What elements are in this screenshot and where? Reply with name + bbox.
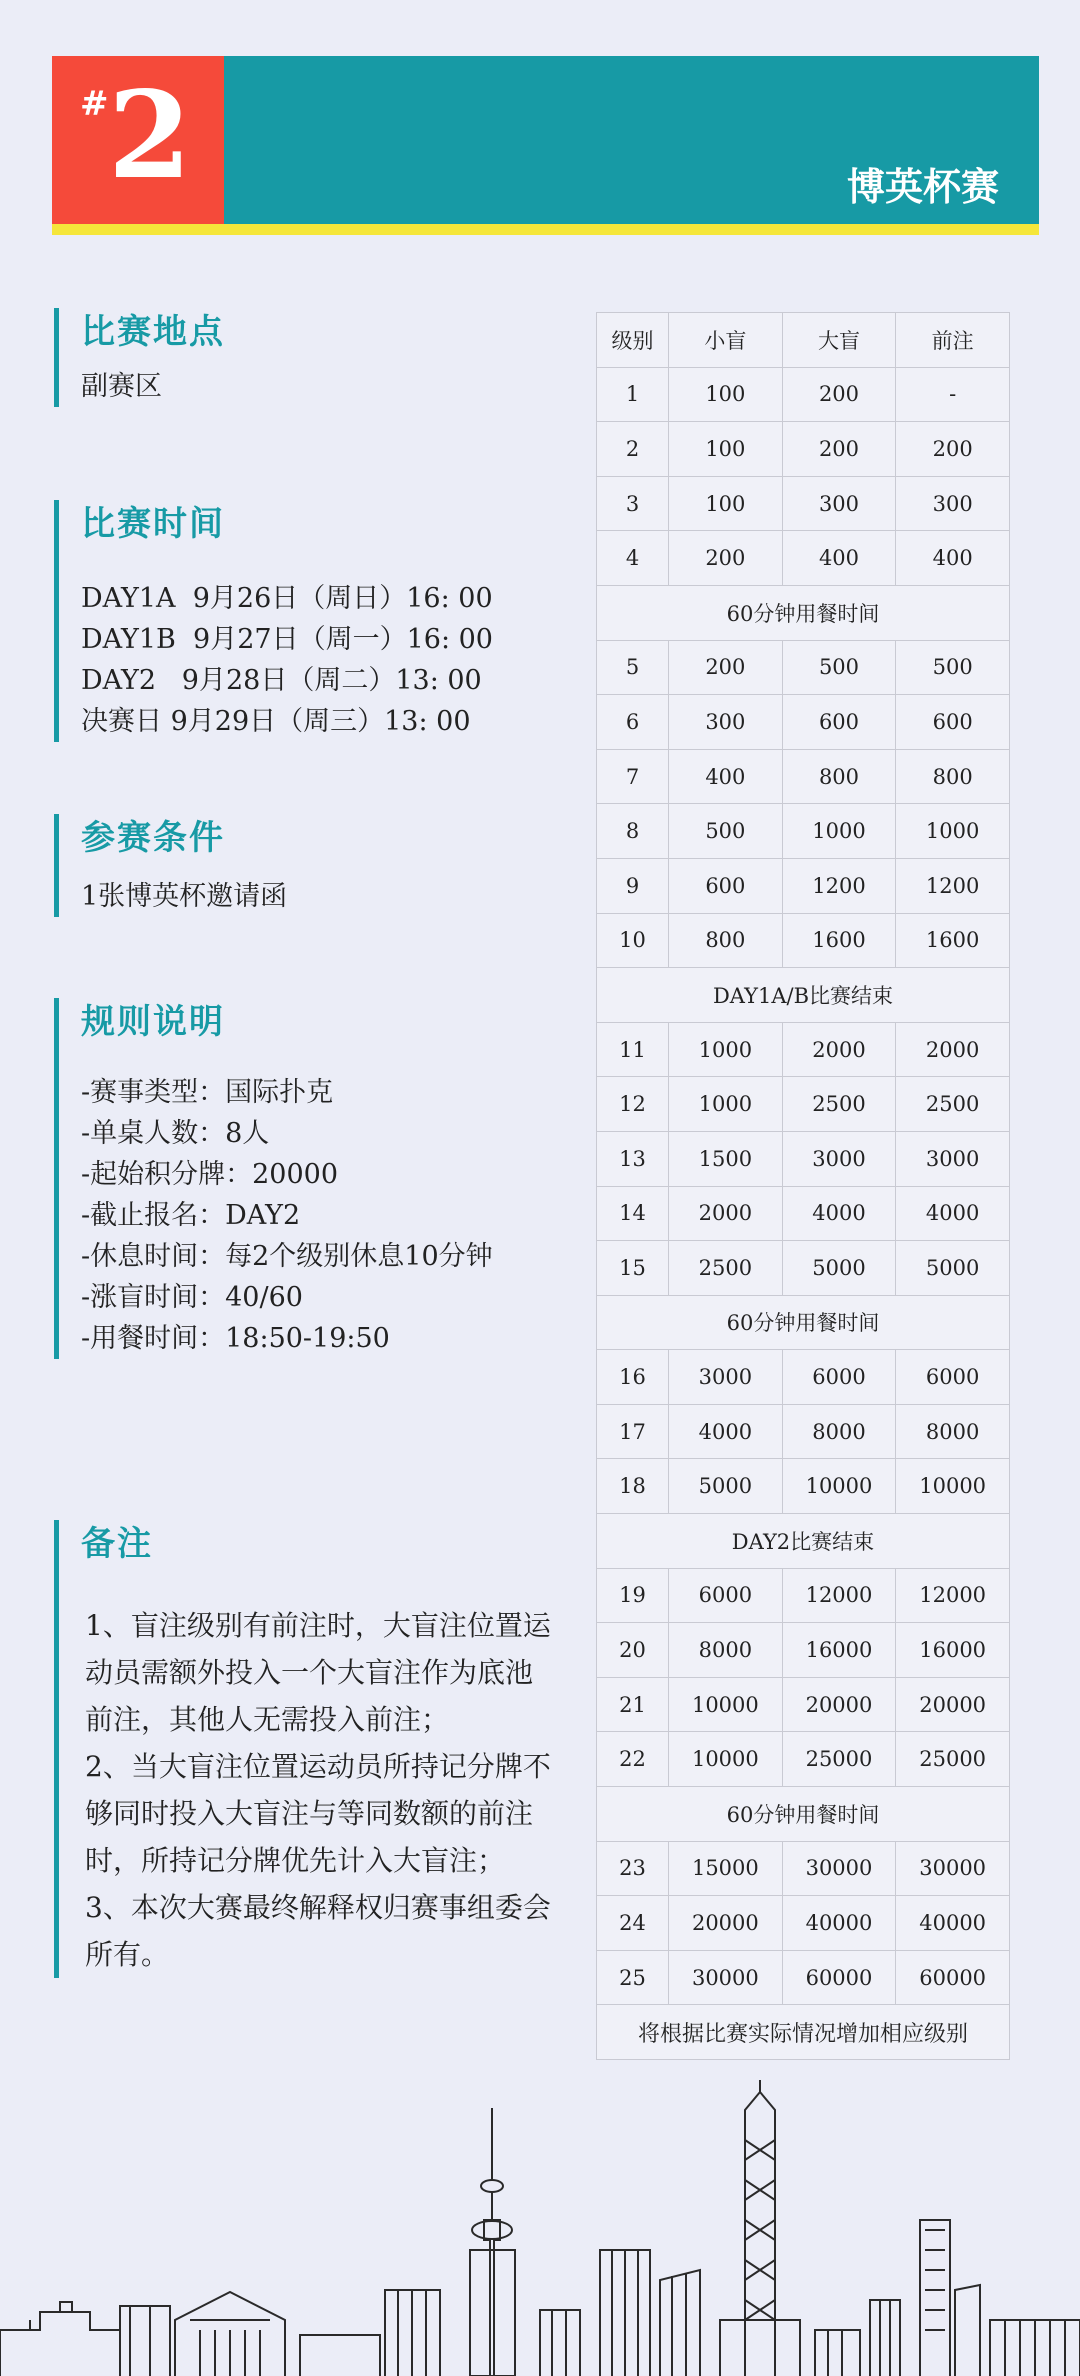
level-cell: 14 <box>597 1186 669 1241</box>
header-small-blind: 小盲 <box>669 313 783 368</box>
notes-list <box>81 1602 551 1978</box>
ante-cell: 16000 <box>896 1623 1010 1678</box>
level-cell: 10 <box>597 913 669 968</box>
small-blind-cell: 1500 <box>669 1131 783 1186</box>
big-blind-cell: 16000 <box>782 1623 896 1678</box>
table-row <box>597 531 1010 586</box>
ante-cell: 200 <box>896 422 1010 477</box>
big-blind-cell: 20000 <box>782 1677 896 1732</box>
ante-cell: 12000 <box>896 1568 1010 1623</box>
notes-title: 备注 <box>81 1524 153 1564</box>
level-cell: 13 <box>597 1131 669 1186</box>
header-ante: 前注 <box>896 313 1010 368</box>
ante-cell: 400 <box>896 531 1010 586</box>
small-blind-cell: 4000 <box>669 1404 783 1459</box>
ante-cell: 4000 <box>896 1186 1010 1241</box>
big-blind-cell: 8000 <box>782 1404 896 1459</box>
big-blind-cell: 1200 <box>782 858 896 913</box>
table-break-row <box>597 1787 1010 1842</box>
level-cell: 22 <box>597 1732 669 1787</box>
big-blind-cell: 800 <box>782 749 896 804</box>
ante-cell: 1600 <box>896 913 1010 968</box>
level-cell: 21 <box>597 1677 669 1732</box>
notes-section <box>54 1520 574 1978</box>
big-blind-cell: 40000 <box>782 1896 896 1951</box>
table-row <box>597 1459 1010 1514</box>
rule-line: -单桌人数：8人 <box>81 1118 270 1149</box>
small-blind-cell: 6000 <box>669 1568 783 1623</box>
small-blind-cell: 3000 <box>669 1350 783 1405</box>
big-blind-cell: 4000 <box>782 1186 896 1241</box>
ante-cell: 10000 <box>896 1459 1010 1514</box>
schedule-line: DAY2 9月28日（周二）13: 00 <box>81 665 482 696</box>
rule-line: -赛事类型：国际扑克 <box>81 1077 334 1108</box>
small-blind-cell: 2500 <box>669 1241 783 1296</box>
table-row <box>597 476 1010 531</box>
note-line: 1、盲注级别有前注时，大盲注位置运动员需额外投入一个大盲注作为底池前注，其他人无需投入前注； <box>85 1609 551 1736</box>
small-blind-cell: 5000 <box>669 1459 783 1514</box>
table-row <box>597 749 1010 804</box>
table-row <box>597 1950 1010 2005</box>
header-level: 级别 <box>597 313 669 368</box>
schedule-line: DAY1A 9月26日（周日）16: 00 <box>81 583 493 614</box>
big-blind-cell: 1600 <box>782 913 896 968</box>
level-cell: 15 <box>597 1241 669 1296</box>
big-blind-cell: 6000 <box>782 1350 896 1405</box>
venue-section <box>54 308 574 407</box>
table-break-row <box>597 1514 1010 1569</box>
level-cell: 24 <box>597 1896 669 1951</box>
level-cell: 7 <box>597 749 669 804</box>
table-row <box>597 1896 1010 1951</box>
table-footer-note: 将根据比赛实际情况增加相应级别 <box>597 2005 1010 2060</box>
table-row <box>597 1841 1010 1896</box>
level-cell: 1 <box>597 367 669 422</box>
ante-cell: 8000 <box>896 1404 1010 1459</box>
ante-cell: 800 <box>896 749 1010 804</box>
level-cell: 8 <box>597 804 669 859</box>
small-blind-cell: 1000 <box>669 1077 783 1132</box>
rule-line: -截止报名：DAY2 <box>81 1200 301 1231</box>
schedule-line: DAY1B 9月27日（周一）16: 00 <box>81 624 493 655</box>
schedule-title: 比赛时间 <box>81 504 225 544</box>
ante-cell: - <box>896 367 1010 422</box>
level-cell: 4 <box>597 531 669 586</box>
level-cell: 9 <box>597 858 669 913</box>
venue-title: 比赛地点 <box>81 312 225 352</box>
table-row <box>597 1623 1010 1678</box>
big-blind-cell: 400 <box>782 531 896 586</box>
schedule-list <box>81 578 574 742</box>
big-blind-cell: 3000 <box>782 1131 896 1186</box>
big-blind-cell: 2500 <box>782 1077 896 1132</box>
small-blind-cell: 15000 <box>669 1841 783 1896</box>
table-row <box>597 913 1010 968</box>
big-blind-cell: 200 <box>782 367 896 422</box>
section-number-box <box>52 56 224 224</box>
ante-cell: 600 <box>896 695 1010 750</box>
section-header-banner <box>52 56 1039 224</box>
table-row <box>597 1350 1010 1405</box>
table-row <box>597 367 1010 422</box>
level-cell: 19 <box>597 1568 669 1623</box>
table-row <box>597 422 1010 477</box>
small-blind-cell: 200 <box>669 531 783 586</box>
big-blind-cell: 600 <box>782 695 896 750</box>
break-label: 60分钟用餐时间 <box>597 585 1010 640</box>
rule-line: -用餐时间：18:50-19:50 <box>81 1323 390 1354</box>
table-row <box>597 695 1010 750</box>
rule-line: -起始积分牌：20000 <box>81 1159 339 1190</box>
level-cell: 17 <box>597 1404 669 1459</box>
blind-structure-table <box>596 312 1010 2060</box>
schedule-section <box>54 500 574 742</box>
ante-cell: 500 <box>896 640 1010 695</box>
note-line: 3、本次大赛最终解释权归赛事组委会所有。 <box>85 1891 551 1971</box>
entry-title: 参赛条件 <box>81 818 225 858</box>
table-row <box>597 1241 1010 1296</box>
small-blind-cell: 20000 <box>669 1896 783 1951</box>
ante-cell: 25000 <box>896 1732 1010 1787</box>
level-cell: 23 <box>597 1841 669 1896</box>
ante-cell: 2000 <box>896 1022 1010 1077</box>
small-blind-cell: 1000 <box>669 1022 783 1077</box>
big-blind-cell: 1000 <box>782 804 896 859</box>
table-footer-row <box>597 2005 1010 2060</box>
ante-cell: 1200 <box>896 858 1010 913</box>
level-cell: 16 <box>597 1350 669 1405</box>
note-line: 2、当大盲注位置运动员所持记分牌不够同时投入大盲注与等同数额的前注时，所持记分牌优先计入大盲注； <box>85 1750 551 1877</box>
ante-cell: 5000 <box>896 1241 1010 1296</box>
big-blind-cell: 60000 <box>782 1950 896 2005</box>
table-row <box>597 858 1010 913</box>
ante-cell: 40000 <box>896 1896 1010 1951</box>
big-blind-cell: 25000 <box>782 1732 896 1787</box>
level-cell: 20 <box>597 1623 669 1678</box>
break-label: 60分钟用餐时间 <box>597 1787 1010 1842</box>
small-blind-cell: 30000 <box>669 1950 783 2005</box>
header-big-blind: 大盲 <box>782 313 896 368</box>
table-break-row <box>597 1295 1010 1350</box>
big-blind-cell: 200 <box>782 422 896 477</box>
ante-cell: 20000 <box>896 1677 1010 1732</box>
level-cell: 2 <box>597 422 669 477</box>
table-row <box>597 1568 1010 1623</box>
table-body <box>597 367 1010 2005</box>
ante-cell: 30000 <box>896 1841 1010 1896</box>
level-cell: 12 <box>597 1077 669 1132</box>
venue-text: 副赛区 <box>81 371 162 402</box>
schedule-line: 决赛日 9月29日（周三）13: 00 <box>81 706 471 737</box>
small-blind-cell: 2000 <box>669 1186 783 1241</box>
break-label: DAY1A/B比赛结束 <box>597 968 1010 1023</box>
big-blind-cell: 2000 <box>782 1022 896 1077</box>
ante-cell: 2500 <box>896 1077 1010 1132</box>
small-blind-cell: 200 <box>669 640 783 695</box>
small-blind-cell: 10000 <box>669 1732 783 1787</box>
ante-cell: 3000 <box>896 1131 1010 1186</box>
level-cell: 3 <box>597 476 669 531</box>
entry-section <box>54 814 574 917</box>
level-cell: 5 <box>597 640 669 695</box>
big-blind-cell: 30000 <box>782 1841 896 1896</box>
small-blind-cell: 100 <box>669 422 783 477</box>
level-cell: 18 <box>597 1459 669 1514</box>
small-blind-cell: 800 <box>669 913 783 968</box>
level-cell: 6 <box>597 695 669 750</box>
rules-list <box>81 1072 561 1359</box>
big-blind-cell: 12000 <box>782 1568 896 1623</box>
entry-text: 1张博英杯邀请函 <box>81 881 288 912</box>
table-row <box>597 804 1010 859</box>
big-blind-cell: 500 <box>782 640 896 695</box>
hash-symbol: # <box>80 84 109 124</box>
big-blind-cell: 5000 <box>782 1241 896 1296</box>
table-row <box>597 640 1010 695</box>
table-break-row <box>597 968 1010 1023</box>
rules-title: 规则说明 <box>81 1002 225 1042</box>
ante-cell: 300 <box>896 476 1010 531</box>
table-header-row <box>597 313 1010 368</box>
table-row <box>597 1131 1010 1186</box>
ante-cell: 1000 <box>896 804 1010 859</box>
table-row <box>597 1404 1010 1459</box>
small-blind-cell: 500 <box>669 804 783 859</box>
small-blind-cell: 400 <box>669 749 783 804</box>
table-row <box>597 1186 1010 1241</box>
level-cell: 25 <box>597 1950 669 2005</box>
table-row <box>597 1677 1010 1732</box>
small-blind-cell: 10000 <box>669 1677 783 1732</box>
rules-section <box>54 998 574 1359</box>
small-blind-cell: 600 <box>669 858 783 913</box>
level-cell: 11 <box>597 1022 669 1077</box>
ante-cell: 60000 <box>896 1950 1010 2005</box>
break-label: DAY2比赛结束 <box>597 1514 1010 1569</box>
table-row <box>597 1022 1010 1077</box>
small-blind-cell: 300 <box>669 695 783 750</box>
city-skyline-icon <box>0 2080 1080 2376</box>
big-blind-cell: 300 <box>782 476 896 531</box>
rule-line: -休息时间：每2个级别休息10分钟 <box>81 1241 493 1272</box>
section-number: 2 <box>108 65 192 206</box>
table-row <box>597 1077 1010 1132</box>
ante-cell: 6000 <box>896 1350 1010 1405</box>
break-label: 60分钟用餐时间 <box>597 1295 1010 1350</box>
header-stripe <box>52 224 1039 235</box>
table-break-row <box>597 585 1010 640</box>
small-blind-cell: 8000 <box>669 1623 783 1678</box>
rule-line: -涨盲时间：40/60 <box>81 1282 303 1313</box>
table-row <box>597 1732 1010 1787</box>
event-title: 博英杯赛 <box>846 164 999 209</box>
small-blind-cell: 100 <box>669 367 783 422</box>
big-blind-cell: 10000 <box>782 1459 896 1514</box>
small-blind-cell: 100 <box>669 476 783 531</box>
